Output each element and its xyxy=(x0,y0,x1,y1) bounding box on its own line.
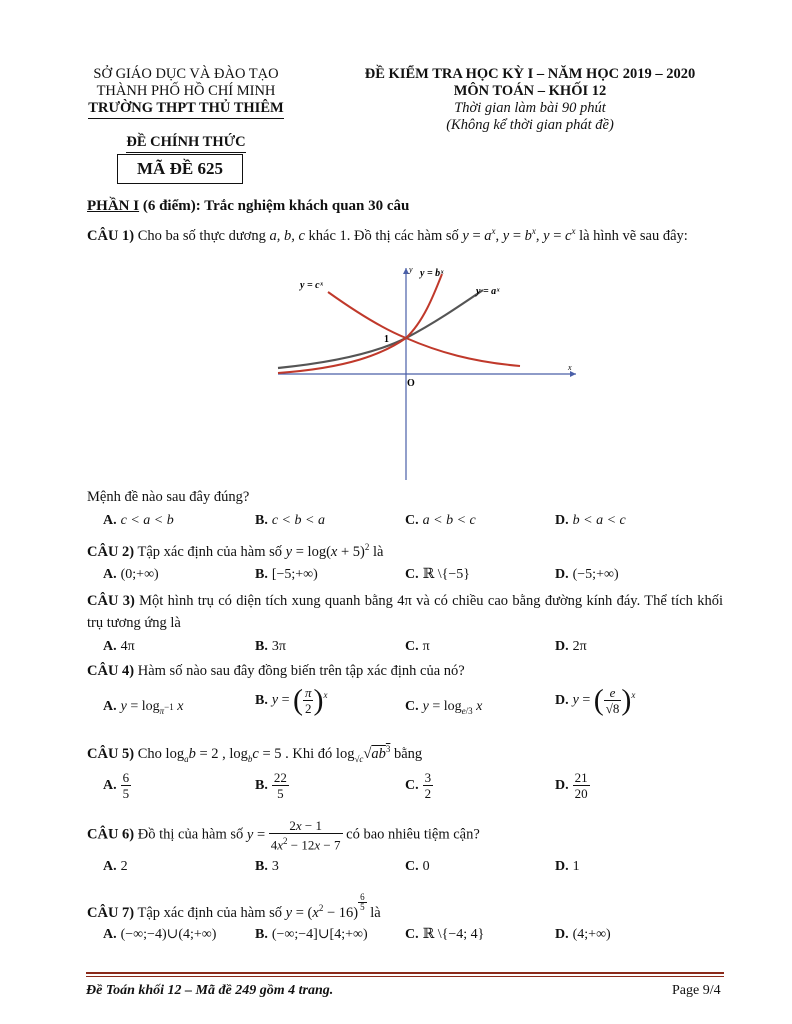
footer-text: Đề Toán khối 12 – Mã đề 249 gồm 4 trang. xyxy=(86,983,334,998)
q2-option-b[interactable]: B. [−5;+∞) xyxy=(255,567,318,582)
q1-option-c[interactable]: C. a < b < c xyxy=(405,513,476,528)
exam-code-box: MÃ ĐỀ 625 xyxy=(117,154,243,184)
q1-option-a[interactable]: A. c < a < b xyxy=(103,513,174,528)
dept-line1: SỞ GIÁO DỤC VÀ ĐÀO TẠO xyxy=(93,66,279,82)
exponential-graph xyxy=(268,262,588,484)
q4-option-a[interactable]: A. $y = \log_{\pi^{-1}} x$ xyxy=(103,699,184,716)
q1-option-b[interactable]: B. c < b < a xyxy=(255,513,325,528)
duration: Thời gian làm bài 90 phút xyxy=(454,100,606,116)
footer-rule-thick xyxy=(86,972,724,974)
footer-rule-thin xyxy=(86,976,724,977)
q2-function: $y = \log(x + 5)^2$ xyxy=(285,542,370,560)
dept-line2: THÀNH PHỐ HỒ CHÍ MINH xyxy=(96,83,276,99)
q2-option-c[interactable]: C. ℝ \{−5} xyxy=(405,567,470,582)
q4-option-c[interactable]: C. $y = \log_{e/3} x$ xyxy=(405,699,483,716)
q3-option-b[interactable]: B. 3π xyxy=(255,639,286,654)
subject: MÔN TOÁN – KHỐI 12 xyxy=(453,83,607,99)
q3-option-c[interactable]: C. π xyxy=(405,639,430,654)
header-left xyxy=(70,66,302,119)
q7-function: $y = (x^2 - 16)$ $^{\frac{6}{5}}$ xyxy=(285,892,365,921)
q4-options xyxy=(87,684,723,726)
label-c: y = cˣ xyxy=(300,280,323,291)
q1-functions: $y = a^x$, $y = b^x$, $y = c^x$ xyxy=(462,226,576,244)
official-label: ĐỀ CHÍNH THỨC xyxy=(88,134,284,153)
q5-condition: $\log_ab = 2$ , $\log_bc = 5$ . Khi đó $\log_{√c}√ab^3$ xyxy=(165,744,391,764)
q5-option-a[interactable]: A. $\frac{6}{5}$ xyxy=(103,770,130,801)
q4-option-b[interactable]: B. y = ( $\frac{\pi}{2}$ )$^x$ xyxy=(255,683,328,717)
q7-option-b[interactable]: B. (−∞;−4]∪[4;+∞) xyxy=(255,927,368,942)
q5-option-d[interactable]: D. $\frac{21}{20}$ xyxy=(555,770,588,801)
label-x: x xyxy=(568,363,572,372)
q1-label: CÂU 1) xyxy=(87,227,135,244)
q7-option-d[interactable]: D. (4;+∞) xyxy=(555,927,611,942)
q6-option-d[interactable]: D. 1 xyxy=(555,859,580,874)
question-4: CÂU 4) Hàm số nào sau đây đồng biến trên tập xác định của nó? xyxy=(87,663,465,679)
q6-option-b[interactable]: B. 3 xyxy=(255,859,279,874)
label-a: y = aˣ xyxy=(476,286,500,297)
q6-option-a[interactable]: A. 2 xyxy=(103,859,128,874)
question-7: CÂU 7) Tập xác định của hàm số $y = (x^2 - 16)$ $^{\frac{6}{5}}$ là xyxy=(87,892,381,921)
duration-note: (Không kể thời gian phát đề) xyxy=(446,117,614,133)
label-b: y = bˣ xyxy=(420,268,444,279)
label-origin: O xyxy=(407,378,415,389)
q1-question: Mệnh đề nào sau đây đúng? xyxy=(87,489,250,505)
exam-title: ĐỀ KIỂM TRA HỌC KỲ I – NĂM HỌC 2019 – 2020 xyxy=(364,66,696,82)
q6-function: y = $\frac{2x - 1}{4x^2 - 12x - 7}$ xyxy=(246,818,341,853)
page-number: Page 9/4 xyxy=(672,983,721,998)
question-6: CÂU 6) Đồ thị của hàm số y = $\frac{2x - 1}{4x^2 - 12x - 7}$ có bao nhiêu tiệm cận? xyxy=(87,818,480,853)
question-3: CÂU 3) Một hình trụ có diện tích xung quanh bằng 4π và có chiều cao bằng đường kính đáy. Thể tích khối trụ tương ứng là xyxy=(87,593,723,631)
q6-option-c[interactable]: C. 0 xyxy=(405,859,430,874)
q7-option-a[interactable]: A. (−∞;−4)∪(4;+∞) xyxy=(103,927,217,942)
q3-option-d[interactable]: D. 2π xyxy=(555,639,587,654)
label-y: y xyxy=(409,265,413,274)
q2-option-d[interactable]: D. (−5;+∞) xyxy=(555,567,619,582)
label-one: 1 xyxy=(384,334,389,345)
curve-a xyxy=(278,290,483,368)
school-name: TRƯỜNG THPT THỦ THIÊM xyxy=(88,100,283,119)
question-1: CÂU 1) Cho ba số thực dương a, b, c khác 1. Đồ thị các hàm số $y = a^x$, $y = b^x$, $y = c^x$ là hình vẽ sau đây: xyxy=(87,226,688,244)
section-label: PHẦN I xyxy=(87,198,140,214)
header-right xyxy=(330,66,730,134)
question-2: CÂU 2) Tập xác định của hàm số $y = \log(x + 5)^2$ là xyxy=(87,542,384,560)
q4-option-d[interactable]: D. y = ( $\frac{e}{√8}$ )$^x$ xyxy=(555,683,636,717)
section-rest: (6 điểm): Trắc nghiệm khách quan 30 câu xyxy=(139,198,410,214)
q2-option-a[interactable]: A. (0;+∞) xyxy=(103,567,159,582)
section-title xyxy=(87,198,409,215)
question-5: CÂU 5) Cho $\log_ab = 2$ , $\log_bc = 5$ . Khi đó $\log_{√c}√ab^3$ bằng xyxy=(87,744,423,764)
q1-option-d[interactable]: D. b < a < c xyxy=(555,513,626,528)
q5-option-c[interactable]: C. $\frac{3}{2}$ xyxy=(405,770,432,801)
q5-option-b[interactable]: B. $\frac{22}{5}$ xyxy=(255,770,287,801)
q5-options xyxy=(87,770,723,808)
q7-option-c[interactable]: C. ℝ \{−4; 4} xyxy=(405,927,485,942)
q3-option-a[interactable]: A. 4π xyxy=(103,639,135,654)
